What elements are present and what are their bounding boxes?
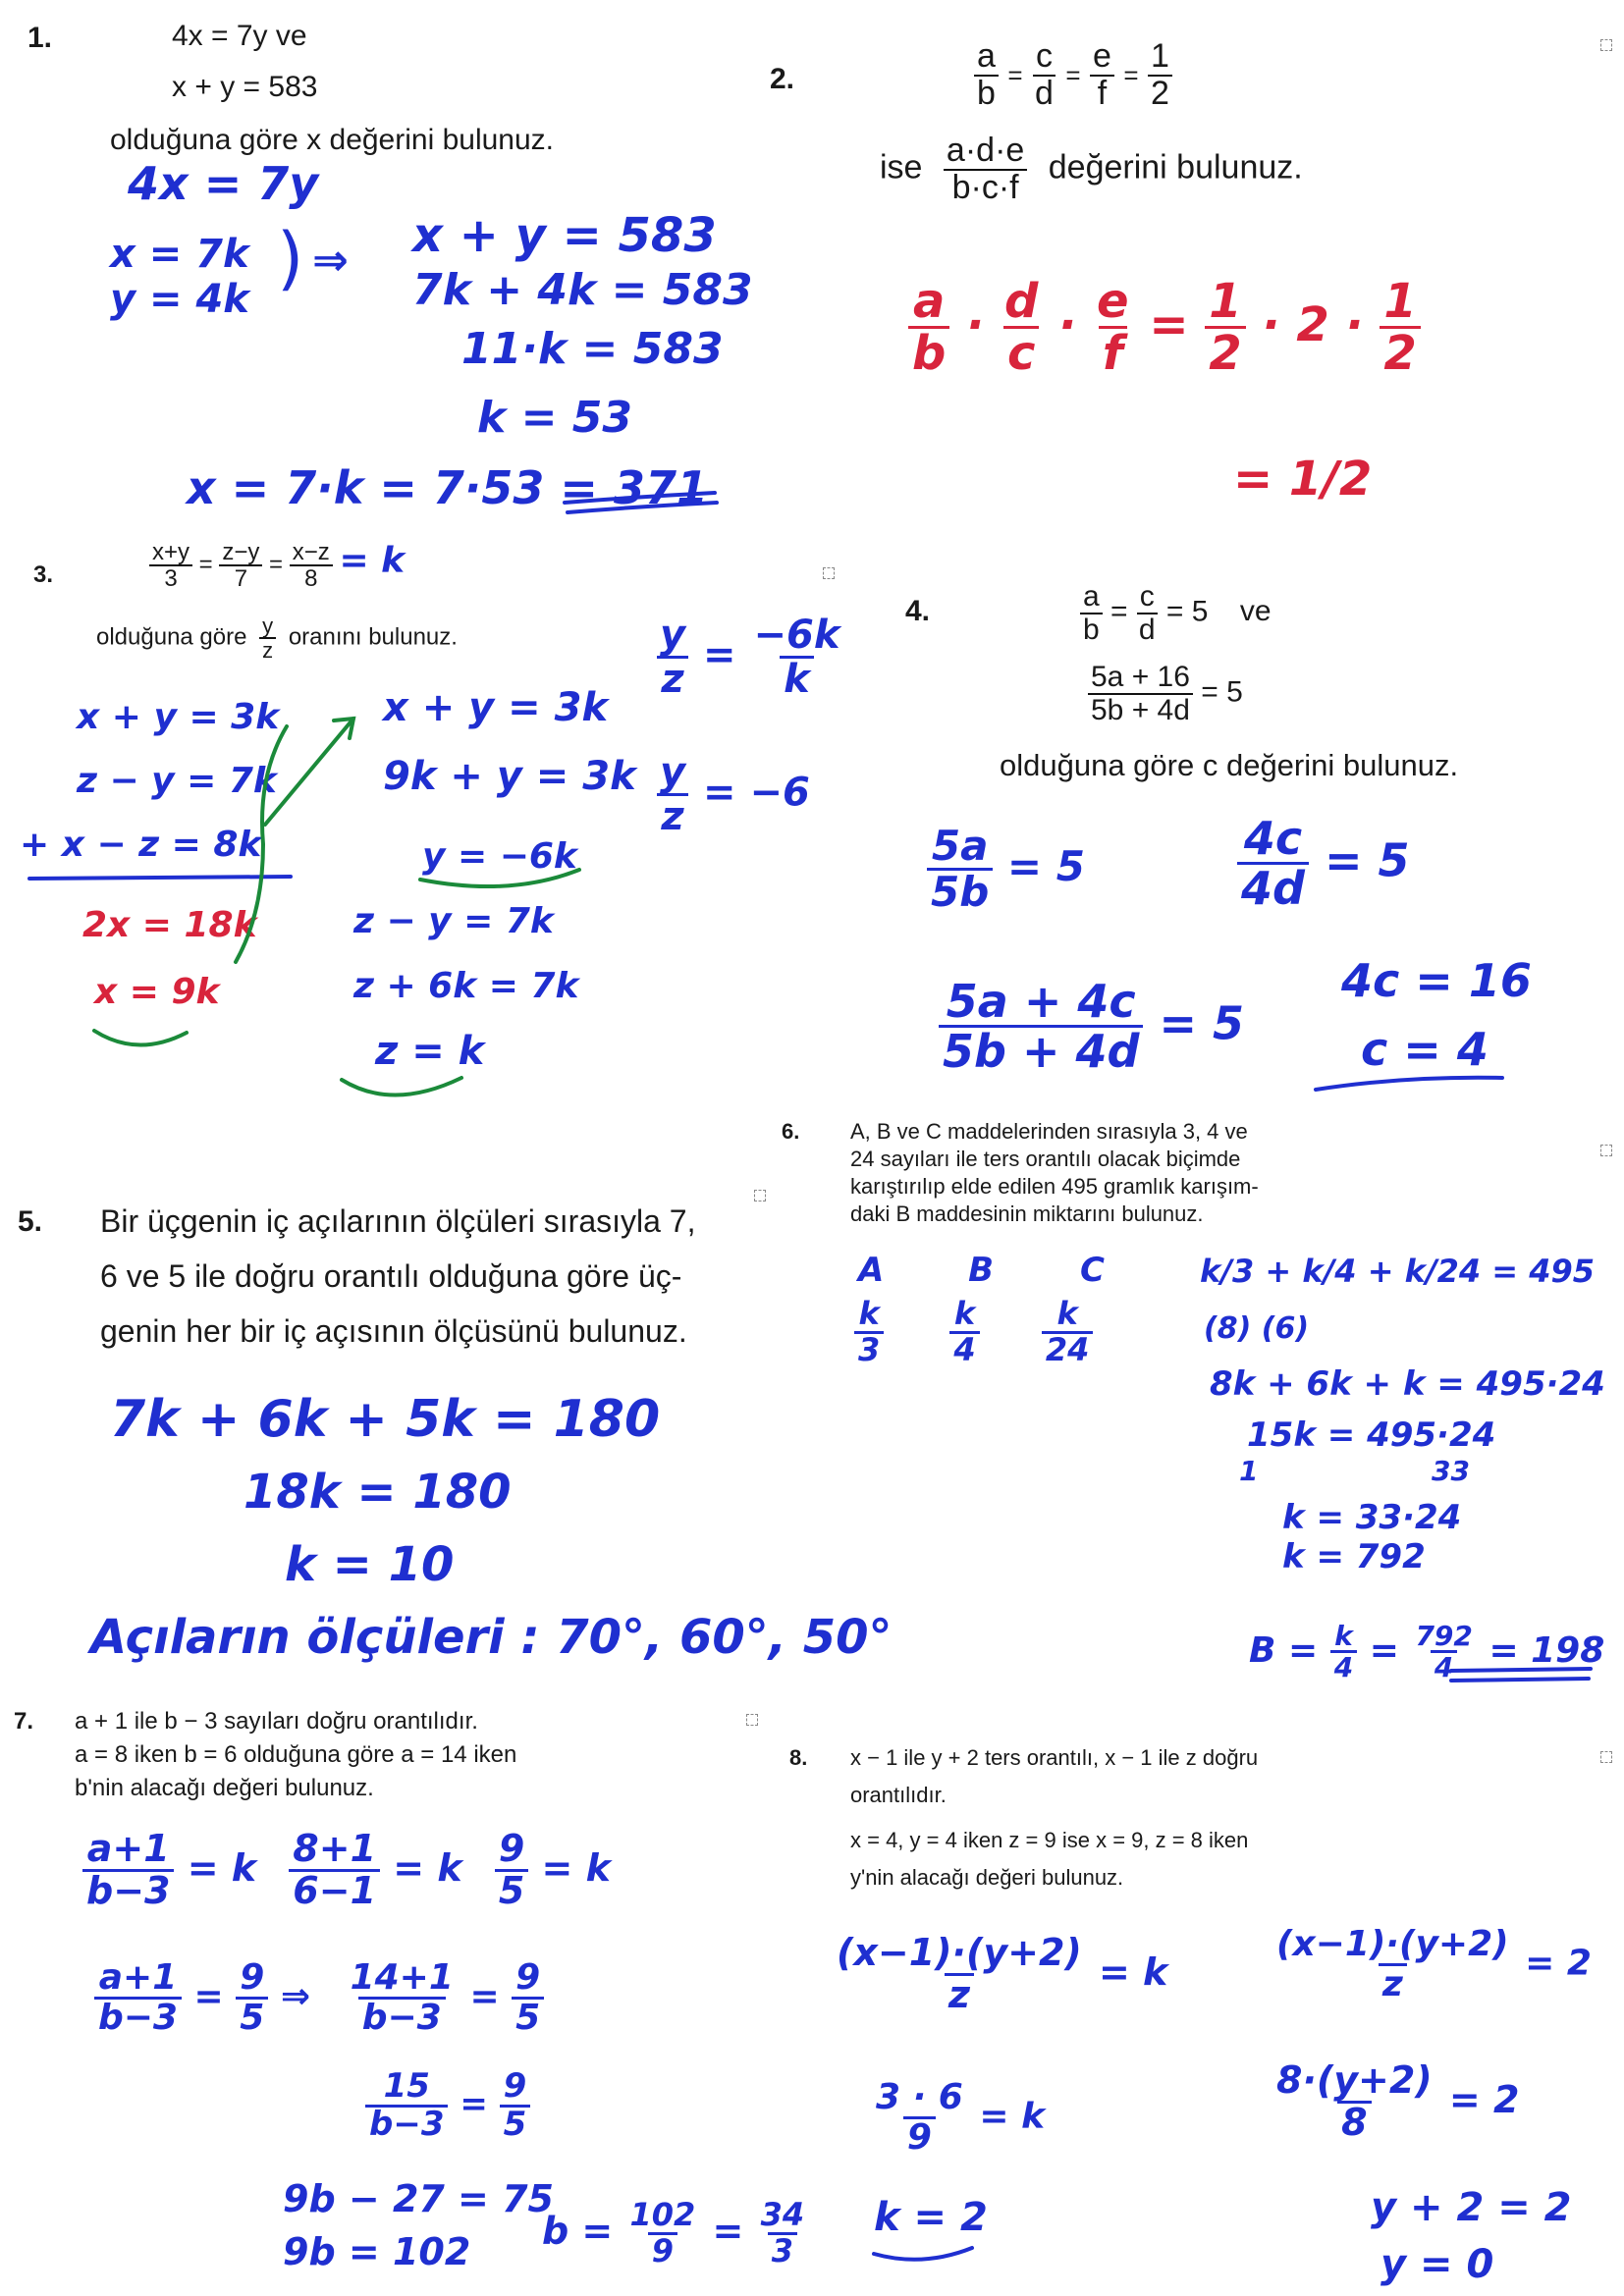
p1-work-implies: ⇒	[312, 236, 349, 286]
p3-work-l1: x + y = 3k	[77, 697, 280, 737]
p2-work-result: = 1/2	[1233, 452, 1373, 507]
problem-6-line1: A, B ve C maddelerinden sırasıyla 3, 4 ve	[850, 1119, 1248, 1144]
p4-work-combined: $\frac{5a + 4c}{5b + 4d}$ = 5	[939, 978, 1244, 1076]
p1-answer-underline-2	[568, 503, 717, 512]
p8-work-left2: $\frac{3 \cdot 6}{9}$ = k	[876, 2077, 1046, 2158]
p3-brace	[236, 726, 287, 962]
p5-work-l3: k = 10	[285, 1537, 455, 1592]
p3-x9k-smile	[94, 1031, 187, 1045]
p8-work-right1: $\frac{(x-1)\cdot(y+2)}{z}$ = 2	[1276, 1924, 1592, 2004]
p6-work-cancel-1: 1	[1239, 1455, 1259, 1487]
p1-work-y4k: y = 4k	[110, 277, 249, 322]
p8-work-y0: y = 0	[1380, 2242, 1494, 2287]
p8-work-left1: $\frac{(x-1)\cdot(y+2)}{z}$ = k	[837, 1931, 1168, 2016]
p4-c-underline	[1316, 1078, 1502, 1090]
p7-work-9b102: 9b = 102	[283, 2230, 471, 2273]
p4-work-5a5b: $\frac{5a}{5b}$ = 5	[927, 825, 1085, 914]
p3-y-underline	[420, 870, 579, 886]
p4-work-4c4d: $\frac{4c}{4d}$ = 5	[1237, 815, 1410, 913]
problem-1-line3: olduğuna göre x değerini bulunuz.	[110, 124, 555, 156]
problem-6-line2: 24 sayıları ile ters orantılı olacak biçimde	[850, 1147, 1241, 1171]
p6-work-15k-eq: 15k = 495·24	[1247, 1415, 1496, 1455]
p7-work-row3: $\frac{15}{b-3}$ = $\frac{9}{5}$	[365, 2069, 530, 2142]
problem-5-line3: genin her bir iç açısının ölçüsünü bulunuz.	[100, 1313, 687, 1349]
p8-work-k2: k = 2	[874, 2195, 988, 2240]
p3-work-yz-result: $\frac{y}{z}$ = −6	[656, 752, 810, 837]
problem-2-ratio-chain: $\frac{a}{b}$ = $\frac{c}{d}$ = $\frac{e}{f}$ = $\frac{1}{2}$	[974, 39, 1172, 111]
p3-work-r5: z + 6k = 7k	[353, 966, 579, 1006]
problem-7-line3: b'nin alacağı değeri bulunuz.	[75, 1775, 374, 1801]
p5-work-answer: Açıların ölçüleri : 70°, 60°, 50°	[90, 1610, 893, 1665]
problem-1-line1: 4x = 7y ve	[172, 20, 307, 52]
p3-arrow	[265, 719, 353, 825]
problem-8-line3: x = 4, y = 4 iken z = 9 ise x = 9, z = 8 iken	[850, 1828, 1249, 1852]
p1-work-x7k: x = 7k	[110, 232, 249, 277]
problem-2-number: 2.	[770, 63, 795, 95]
p6-work-k792: k = 792	[1282, 1537, 1426, 1576]
problem-8-line4: y'nin alacağı değeri bulunuz.	[850, 1865, 1124, 1890]
p1-work-11k: 7k + 4k = 583	[412, 265, 753, 315]
p3-work-r4: z − y = 7k	[353, 901, 554, 941]
problem-4-line1: $\frac{a}{b}$ = $\frac{c}{d}$ = 5 ve	[1080, 581, 1272, 645]
p6-work-multipliers: (8) (6)	[1204, 1311, 1310, 1346]
p3-work-r1: x + y = 3k	[383, 685, 609, 730]
p6-work-fracs: $\frac{k}{3}$ $\frac{k}{4}$ $\frac{k}{24}$	[854, 1298, 1093, 1366]
problem-3-question: olduğuna göre $\frac{y}{z}$ oranını bulunuz.	[96, 614, 458, 664]
problem-2-question: ise $\frac{a\cdot d\cdot e}{b\cdot c\cdot f}$ değerini bulunuz.	[880, 132, 1303, 206]
problem-8-line2: orantılıdır.	[850, 1783, 947, 1807]
problem-5-line2: 6 ve 5 ile doğru orantılı olduğuna göre üç-	[100, 1258, 682, 1294]
p5-work-l1: 7k + 6k + 5k = 180	[110, 1390, 661, 1449]
p1-work-x371: x = 7·k = 7·53 = 371	[187, 461, 708, 514]
p1-answer-underline	[565, 493, 715, 503]
p8-k-smile	[874, 2248, 972, 2260]
p3-work-r2: 9k + y = 3k	[383, 754, 636, 799]
problem-6-number: 6.	[782, 1119, 800, 1144]
p1-work-brace: )	[277, 218, 304, 298]
p3-work-l2: z − y = 7k	[77, 761, 277, 801]
p6-work-labels: A B C	[858, 1251, 1105, 1290]
p8-work-y2-2: y + 2 = 2	[1371, 2185, 1572, 2230]
p3-work-l3: + x − z = 8k	[20, 825, 262, 865]
p7-work-row1: $\frac{a+1}{b-3}$ = k $\frac{8+1}{6-1}$ = k $\frac{9}{5}$ = k	[82, 1830, 611, 1911]
problem-5-line1: Bir üçgenin iç açılarının ölçüleri sırasıyla 7,	[100, 1203, 696, 1239]
p6-work-k-33-24: k = 33·24	[1282, 1498, 1462, 1537]
p3-work-yz-frac: $\frac{y}{z}$ = $\frac{-6k}{k}$	[656, 614, 843, 700]
problem-8-line1: x − 1 ile y + 2 ters orantılı, x − 1 ile z doğru	[850, 1745, 1259, 1770]
p3-work-x9k: x = 9k	[94, 972, 220, 1012]
problem-1-line2: x + y = 583	[172, 71, 318, 103]
p1-work-sum: x + y = 583	[412, 208, 717, 263]
p1-work-4x7y: 4x = 7y	[128, 157, 319, 210]
p6-work-B: B = $\frac{k}{4}$ = $\frac{792}{4}$ = 198	[1249, 1620, 1605, 1684]
p6-work-15k: 8k + 6k + k = 495·24	[1210, 1364, 1605, 1404]
problem-6-line3: karıştırılıp elde edilen 495 gramlık karışım-	[850, 1174, 1259, 1199]
problem-4-number: 4.	[905, 595, 931, 627]
p4-work-4c16: 4c = 16	[1341, 954, 1532, 1007]
p5-work-l2: 18k = 180	[244, 1465, 512, 1520]
p3-work-r3: y = −6k	[422, 836, 577, 877]
p7-work-b-result: b = $\frac{102}{9}$ = $\frac{34}{3}$	[542, 2196, 805, 2269]
p3-work-2x: 2x = 18k	[82, 905, 257, 945]
p1-work-k53: k = 53	[477, 393, 632, 443]
p6-work-cancel-33: 33	[1432, 1455, 1470, 1487]
p8-work-right2: $\frac{8\cdot(y+2)}{8}$ = 2	[1276, 2058, 1520, 2144]
p6-work-sum: k/3 + k/4 + k/24 = 495	[1200, 1253, 1596, 1290]
problem-4-line2: $\frac{5a + 16}{5b + 4d}$ = 5	[1088, 662, 1243, 725]
problem-6-line4: daki B maddesinin miktarını bulunuz.	[850, 1201, 1204, 1226]
problem-7-line1: a + 1 ile b − 3 sayıları doğru orantılıdır.	[75, 1708, 478, 1735]
p4-work-c4: c = 4	[1361, 1023, 1489, 1076]
p7-work-9b27: 9b − 27 = 75	[283, 2177, 555, 2220]
problem-3-number: 3.	[33, 561, 54, 588]
p6-answer-underline-2	[1451, 1679, 1589, 1681]
problem-8-number: 8.	[789, 1745, 808, 1770]
problem-3-equation: $\frac{x+y}{3}$ = $\frac{z-y}{7}$ = $\frac{x-z}{8}$ = k	[149, 540, 405, 591]
problem-4-question: olduğuna göre c değerini bulunuz.	[1000, 748, 1459, 782]
problem-7-number: 7.	[14, 1708, 34, 1735]
problem-5-number: 5.	[18, 1205, 43, 1238]
problem-7-line2: a = 8 iken b = 6 olduğuna göre a = 14 iken	[75, 1741, 517, 1768]
p1-work-11k583: 11·k = 583	[461, 324, 724, 374]
p3-sum-line	[29, 877, 291, 879]
p6-answer-underline	[1451, 1669, 1591, 1671]
p7-work-row2: $\frac{a+1}{b-3}$ = $\frac{9}{5}$ ⇒ $\frac{14+1}{b-3}$ = $\frac{9}{5}$	[94, 1959, 544, 2037]
problem-1-number: 1.	[27, 22, 53, 54]
p3-z-smile	[342, 1078, 461, 1095]
p3-work-r6: z = k	[375, 1029, 485, 1074]
p2-work-product: $\frac{a}{b}$ · $\frac{d}{c}$ · $\frac{e}{f}$ = $\frac{1}{2}$ · 2 · $\frac{1}{2}$	[908, 277, 1421, 379]
